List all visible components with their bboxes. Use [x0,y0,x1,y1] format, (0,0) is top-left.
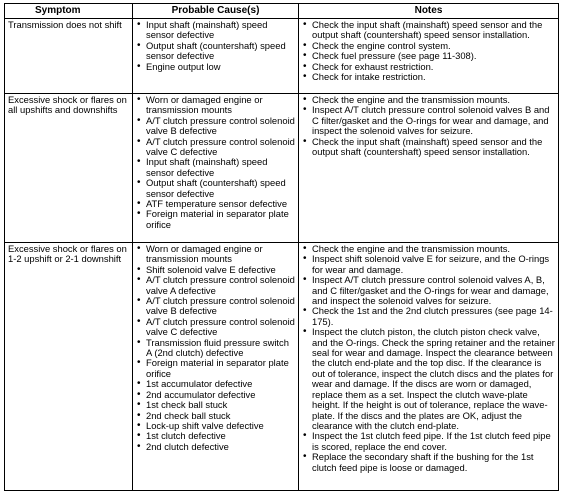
cause-item: • 1st check ball stuck [136,400,296,410]
note-item: • Check fuel pressure (see page 11-308). [302,51,556,61]
troubleshooting-table [4,3,559,491]
note-item: • Check for exhaust restriction. [302,62,556,72]
note-item: • Check the input shaft (mainshaft) speed sensor and the output shaft (countershaft) speed sensor installation. [302,137,556,158]
cause-item: • A/T clutch pressure control solenoid valve B defective [136,296,296,317]
cause-item: • A/T clutch pressure control solenoid valve B defective [136,116,296,137]
header-symptom: Symptom [5,4,133,19]
note-item: • Check for intake restriction. [302,72,556,82]
cause-item: • A/T clutch pressure control solenoid valve C defective [136,137,296,158]
cause-item: • Output shaft (countershaft) speed sensor defective [136,41,296,62]
causes-cell [133,243,299,491]
symptom-cell: Transmission does not shift [5,19,133,94]
note-item: • Inspect A/T clutch pressure control solenoid valves B and C filter/gasket and the O-rings for wear and damage, and inspect the solenoid valves for seizure. [302,105,556,136]
notes-cell [299,243,559,491]
header-probable-causes: Probable Cause(s) [133,4,299,19]
note-item: • Check the input shaft (mainshaft) speed sensor and the output shaft (countershaft) speed sensor installation. [302,20,556,41]
cause-item: • 2nd clutch defective [136,442,296,452]
table-header-row [5,4,559,19]
table-row [5,19,559,94]
table-row [5,94,559,243]
cause-item: • Engine output low [136,62,296,72]
cause-item: • Input shaft (mainshaft) speed sensor defective [136,157,296,178]
cause-item: • 2nd accumulator defective [136,390,296,400]
cause-item: • Input shaft (mainshaft) speed sensor defective [136,20,296,41]
cause-item: • 1st clutch defective [136,431,296,441]
note-item: • Inspect the clutch piston, the clutch piston check valve, and the O-rings. Check the spring retainer and the retainer seal for wear and damage. Inspect the clearance between the clutch end-plate and the top disc. If the clearance is out of tolerance, inspect the clutch discs and the plates for wear and damage. If the discs are worn or damaged, replace them as a set. Inspect the clutch wave-plate height. If the height is out of tolerance, replace the wave-plate. If the discs and the plates are OK, adjust the clearance with the clutch end-plate. [302,327,556,431]
cause-item: • ATF temperature sensor defective [136,199,296,209]
causes-cell [133,19,299,94]
note-item: • Check the engine and the transmission mounts. [302,244,556,254]
cause-item: • A/T clutch pressure control solenoid valve C defective [136,317,296,338]
note-item: • Check the engine and the transmission mounts. [302,95,556,105]
cause-item: • Worn or damaged engine or transmission mounts [136,244,296,265]
note-item: • Inspect the 1st clutch feed pipe. If the 1st clutch feed pipe is scored, replace the end cover. [302,431,556,452]
notes-cell [299,19,559,94]
cause-item: • Foreign material in separator plate orifice [136,209,296,230]
cause-item: • A/T clutch pressure control solenoid valve A defective [136,275,296,296]
note-item: • Inspect A/T clutch pressure control solenoid valves A, B, and C filter/gasket and the O-rings for wear and damage, and inspect the solenoid valves for seizure. [302,275,556,306]
note-item: • Check the engine control system. [302,41,556,51]
notes-cell [299,94,559,243]
note-item: • Replace the secondary shaft if the bushing for the 1st clutch feed pipe is loose or damaged. [302,452,556,473]
symptom-cell: Excessive shock or flares on 1-2 upshift or 2-1 downshift [5,243,133,491]
causes-cell [133,94,299,243]
cause-item: • Lock-up shift valve defective [136,421,296,431]
cause-item: • 2nd check ball stuck [136,411,296,421]
note-item: • Inspect shift solenoid valve E for seizure, and the O-rings for wear and damage. [302,254,556,275]
cause-item: • 1st accumulator defective [136,379,296,389]
cause-item: • Output shaft (countershaft) speed sensor defective [136,178,296,199]
cause-item: • Shift solenoid valve E defective [136,265,296,275]
cause-item: • Worn or damaged engine or transmission mounts [136,95,296,116]
cause-item: • Transmission fluid pressure switch A (2nd clutch) defective [136,338,296,359]
note-item: • Check the 1st and the 2nd clutch pressures (see page 14-175). [302,306,556,327]
symptom-cell: Excessive shock or flares on all upshifts and downshifts [5,94,133,243]
header-notes: Notes [299,4,559,19]
cause-item: • Foreign material in separator plate orifice [136,358,296,379]
table-row [5,243,559,491]
